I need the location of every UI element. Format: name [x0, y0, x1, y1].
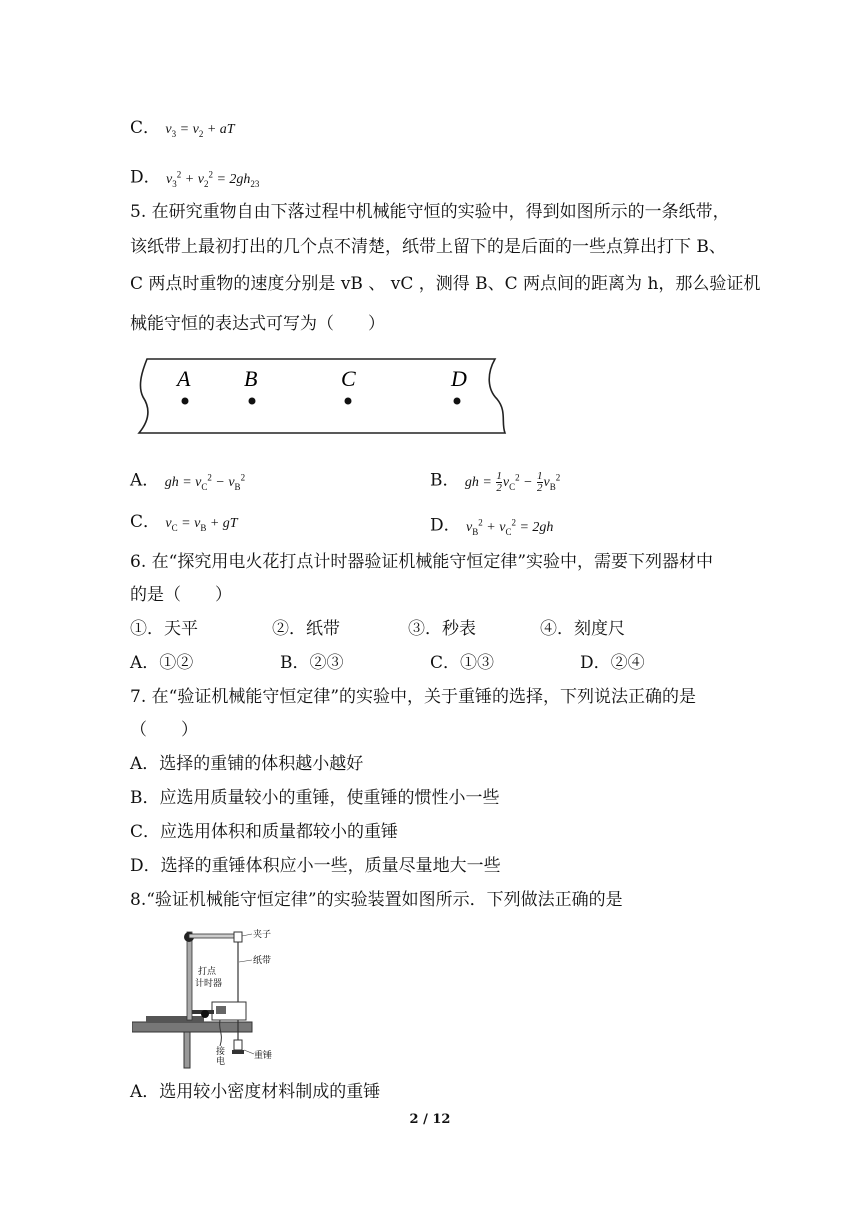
- q4-option-c: [130, 116, 235, 146]
- q6-item-1: ①．天平: [130, 619, 198, 639]
- q7-line-2: （ ）: [130, 720, 198, 740]
- q6-option-a: A．①②: [130, 653, 194, 673]
- q6-line-1: 6. 在“探究用电火花打点计时器验证机械能守恒定律”实验中，需要下列器材中: [130, 552, 714, 572]
- q8-line-1: 8.“验证机械能守恒定律”的实验装置如图所示．下列做法正确的是: [130, 890, 623, 910]
- q5-line-1: 5. 在研究重物自由下落过程中机械能守恒的实验中，得到如图所示的一条纸带，: [130, 202, 730, 222]
- option-label: C．: [130, 512, 161, 532]
- q5-option-d: [430, 510, 553, 543]
- tape-dot-a: [182, 398, 189, 405]
- option-label: D．: [130, 167, 161, 188]
- option-label: B．: [430, 470, 460, 491]
- q7-option-b: B．应选用质量较小的重锤，使重锤的惯性小一些: [130, 788, 500, 808]
- paper-tape-figure: [135, 355, 515, 437]
- tape-dot-d: [454, 398, 461, 405]
- q5-option-d-formula: $v_B^2 + v_C^2 = 2gh$: [466, 517, 554, 537]
- q5-option-c-formula: $v_C = v_B$ + gT: [165, 516, 238, 533]
- apparatus-figure: [132, 922, 292, 1070]
- q4-option-c-formula: $v_3 = v_2$ + aT: [165, 122, 235, 139]
- q6-item-4: ④．刻度尺: [540, 619, 625, 639]
- q6-option-b: B．②③: [280, 653, 344, 673]
- option-label: D．: [430, 515, 461, 536]
- q5-option-b-formula: gh = $\frac{1}{2}$ $v_C^2$ − $\frac{1}{2}$ $v_B^2$: [464, 469, 561, 494]
- label-timer: 打点: [198, 966, 217, 976]
- tape-label-b: B: [244, 366, 258, 391]
- q6-line-2: 的是（ ）: [130, 585, 232, 605]
- q5-option-a-formula: gh = $v_C^2 - v_B^2$: [164, 472, 246, 492]
- tape-dot-b: [249, 398, 256, 405]
- q7-option-a: A．选择的重铺的体积越小越好: [130, 754, 364, 774]
- q5-line-4: 械能守恒的表达式可写为（ ）: [130, 314, 385, 334]
- q5-line-2: 该纸带上最初打出的几个点不清楚，纸带上留下的是后面的一些点算出打下 B、: [130, 237, 726, 257]
- q7-line-1: 7. 在“验证机械能守恒定律”的实验中，关于重锤的选择，下列说法正确的是: [130, 687, 697, 707]
- q6-item-3: ③．秒表: [408, 619, 476, 639]
- q4-option-d: [130, 162, 259, 195]
- page-number: 2 / 12: [409, 1112, 451, 1127]
- q6-option-c: C．①③: [430, 653, 495, 673]
- q5-option-a: [130, 465, 245, 498]
- q4-option-d-formula: $v_3^2 + v_2^2 = 2gh_{23}$: [166, 169, 260, 189]
- q5-line-3: C 两点时重物的速度分别是 vB 、 vC ，测得 B、C 两点间的距离为 h，那么验证机: [130, 274, 761, 294]
- option-label: A．: [130, 470, 160, 491]
- tape-label-d: D: [451, 366, 467, 391]
- q5-option-c: [130, 510, 238, 540]
- option-label: C．: [130, 118, 161, 138]
- label-timer-2: 计时器: [195, 978, 223, 988]
- q6-option-d: D．②④: [580, 653, 645, 673]
- tape-label-a: A: [177, 366, 191, 391]
- q5-option-b: [430, 465, 560, 498]
- q8-option-a: A．选用较小密度材料制成的重锤: [130, 1082, 381, 1102]
- tape-label-c: C: [341, 366, 356, 391]
- label-tape: 纸带: [253, 955, 272, 965]
- label-weight: 重锤: [254, 1050, 273, 1060]
- tape-dot-c: [345, 398, 352, 405]
- label-power: 接: [216, 1046, 226, 1056]
- q7-option-d: D．选择的重锤体积应小一些，质量尽量地大一些: [130, 856, 501, 876]
- q7-option-c: C．应选用体积和质量都较小的重锤: [130, 822, 399, 842]
- q6-item-2: ②．纸带: [272, 619, 340, 639]
- label-clip: 夹子: [253, 929, 272, 939]
- label-power-2: 电: [216, 1056, 226, 1066]
